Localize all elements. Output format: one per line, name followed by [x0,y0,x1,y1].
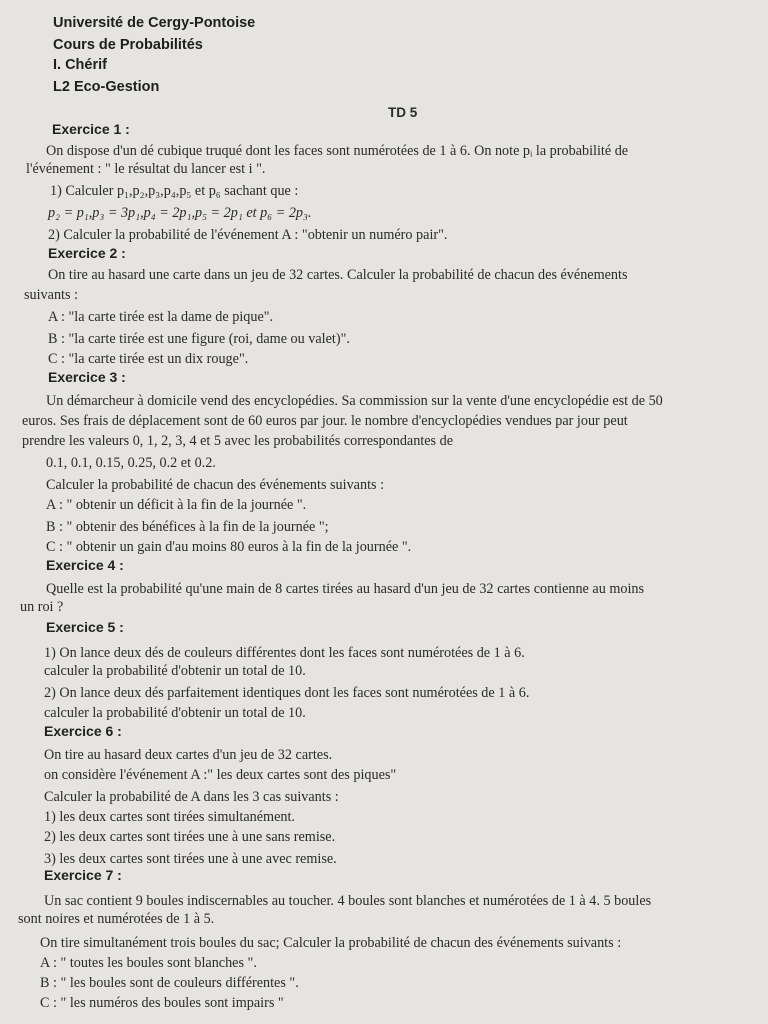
exercise-4-line: un roi ? [20,599,64,615]
exercise-3-line: Calculer la probabilité de chacun des événements suivants : [46,477,385,493]
exercise-1-formula: p₂ = p₁,p₃ = 3p₁,p₄ = 2p₁,p₅ = 2p₁ et p₆ = 2p₃. [48,205,312,221]
exercise-2-line: B : "la carte tirée est une figure (roi, dame ou valet)". [48,331,350,347]
exercise-3-line: C : " obtenir un gain d'au moins 80 euros à la fin de la journée ". [46,539,412,555]
exercise-6-title: Exercice 6 : [44,723,122,739]
exercise-7-line: On tire simultanément trois boules du sac; Calculer la probabilité de chacun des événements suivants : [40,935,622,951]
exercise-7-line: sont noires et numérotées de 1 à 5. [18,911,215,927]
exercise-6-line: On tire au hasard deux cartes d'un jeu de 32 cartes. [44,747,333,763]
exercise-3-line: A : " obtenir un déficit à la fin de la journée ". [46,497,307,513]
exercise-1-title: Exercice 1 : [52,121,130,137]
program-name: L2 Eco-Gestion [53,79,160,95]
exercise-5-line: calculer la probabilité d'obtenir un total de 10. [44,705,306,721]
exercise-1-line: On dispose d'un dé cubique truqué dont les faces sont numérotées de 1 à 6. On note pᵢ la probabilité de [46,143,629,159]
exercise-7-line: B : " les boules sont de couleurs différentes ". [40,975,299,991]
td-title: TD 5 [388,105,418,120]
exercise-1-line: 1) Calculer p₁,p₂,p₃,p₄,p₅ et p₆ sachant que : [50,183,299,199]
exercise-2-line: On tire au hasard une carte dans un jeu de 32 cartes. Calculer la probabilité de chacun des événements [48,267,628,283]
exercise-2-line: C : "la carte tirée est un dix rouge". [48,351,249,367]
exercise-5-line: calculer la probabilité d'obtenir un total de 10. [44,663,306,679]
exercise-4-line: Quelle est la probabilité qu'une main de 8 cartes tirées au hasard d'un jeu de 32 cartes contienne au moins [46,581,645,597]
exercise-5-line: 2) On lance deux dés parfaitement identiques dont les faces sont numérotées de 1 à 6. [44,685,530,701]
exercise-5-title: Exercice 5 : [46,619,124,635]
course-title: Cours de Probabilités [53,37,203,53]
exercise-3-line: 0.1, 0.1, 0.15, 0.25, 0.2 et 0.2. [46,455,216,471]
exercise-2-line: A : "la carte tirée est la dame de pique". [48,309,274,325]
university-name: Université de Cergy-Pontoise [53,15,256,31]
exercise-3-title: Exercice 3 : [48,369,126,385]
author-name: I. Chérif [53,57,107,73]
exercise-6-line: 3) les deux cartes sont tirées une à une avec remise. [44,851,337,867]
exercise-3-line: Un démarcheur à domicile vend des encyclopédies. Sa commission sur la vente d'une encyclopédie est de 50 [46,393,663,409]
exercise-7-title: Exercice 7 : [44,867,122,883]
exercise-6-line: on considère l'événement A :" les deux cartes sont des piques" [44,767,397,783]
exercise-6-line: Calculer la probabilité de A dans les 3 cas suivants : [44,789,339,805]
exercise-1-line: 2) Calculer la probabilité de l'événement A : "obtenir un numéro pair". [48,227,448,243]
exercise-1-line: l'événement : " le résultat du lancer est i ". [26,161,266,177]
exercise-3-line: prendre les valeurs 0, 1, 2, 3, 4 et 5 avec les probabilités correspondantes de [22,433,454,449]
exercise-3-line: B : " obtenir des bénéfices à la fin de la journée "; [46,519,329,535]
exercise-7-line: C : " les numéros des boules sont impairs " [40,995,284,1011]
exercise-3-line: euros. Ses frais de déplacement sont de 60 euros par jour. le nombre d'encyclopédies vendues par jour peut [22,413,628,429]
exercise-4-title: Exercice 4 : [46,557,124,573]
exercise-7-line: Un sac contient 9 boules indiscernables au toucher. 4 boules sont blanches et numérotées de 1 à 4. 5 boules [44,893,652,909]
exercise-7-line: A : " toutes les boules sont blanches ". [40,955,257,971]
exercise-2-line: suivants : [24,287,78,303]
exercise-6-line: 1) les deux cartes sont tirées simultanément. [44,809,295,825]
exercise-6-line: 2) les deux cartes sont tirées une à une sans remise. [44,829,336,845]
exercise-2-title: Exercice 2 : [48,245,126,261]
exercise-5-line: 1) On lance deux dés de couleurs différentes dont les faces sont numérotées de 1 à 6. [44,645,525,661]
